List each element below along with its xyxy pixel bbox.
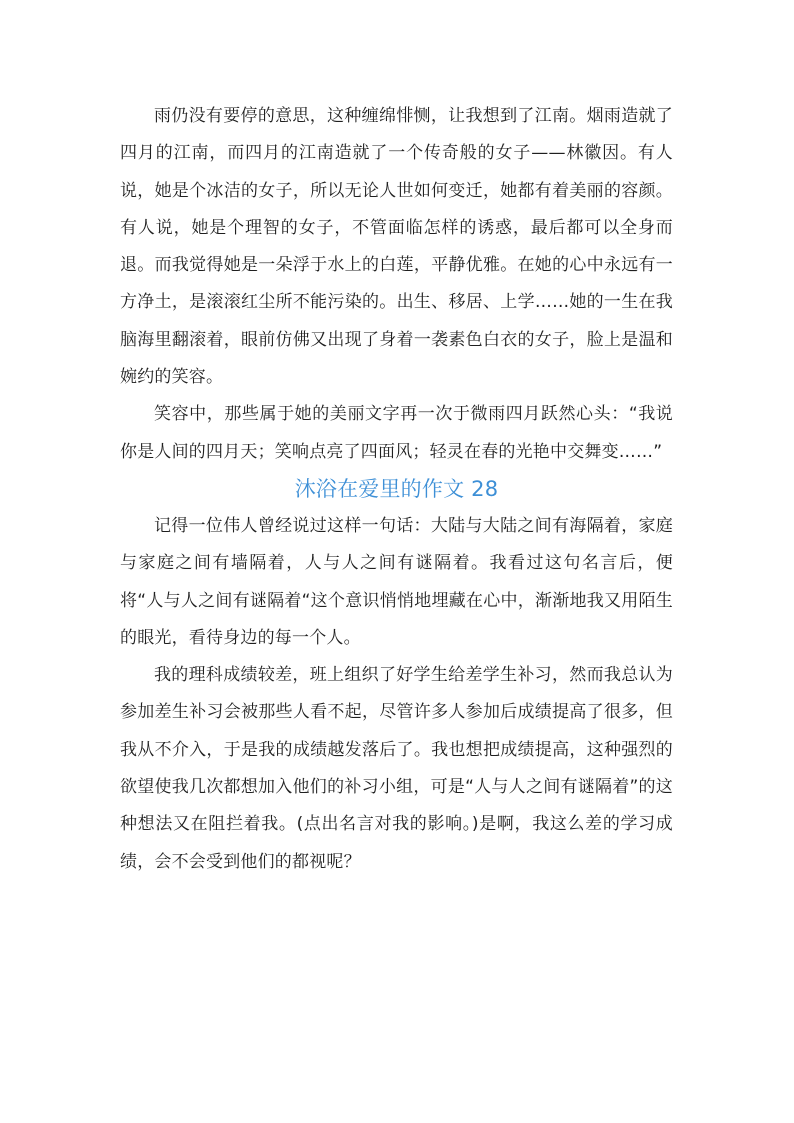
- paragraph-great-man-quote: 记得一位伟人曾经说过这样一句话：大陆与大陆之间有海隔着，家庭与家庭之间有墙隔着，人与人之间有谜隔着。我看过这句名言后，便将“人与人之间有谜隔着“这个意识悄悄地埋藏在心中，渐渐地我又用陌生的眼光，看待身边的每一个人。: [120, 515, 673, 648]
- paragraph-science-grades: 我的理科成绩较差，班上组织了好学生给差学生补习，然而我总认为参加差生补习会被那些人看不起，尽管许多人参加后成绩提高了很多，但我从不介入，于是我的成绩越发落后了。我也想把成绩提高，这种强烈的欲望使我几次都想加入他们的补习小组，可是“人与人之间有谜隔着”的这种想法又在阻拦着我。(点出名言对我的影响。)是啊，我这么差的学习成绩，会不会受到他们的都视呢？: [120, 665, 673, 872]
- document-body: [120, 98, 673, 881]
- section-heading: 沐浴在爱里的作文 28: [294, 476, 499, 501]
- paragraph-smile-quote: 笑容中，那些属于她的美丽文字再一次于微雨四月跃然心头：“我说你是人间的四月天；笑响点亮了四面风；轻灵在春的光艳中交舞变……”: [120, 404, 673, 462]
- paragraph-rain-jiangnan: 雨仍没有要停的意思，这种缠绵悱恻，让我想到了江南。烟雨造就了四月的江南，而四月的江南造就了一个传奇般的女子——林徽因。有人说，她是个冰洁的女子，所以无论人世如何变迁，她都有着美丽的容颜。有人说，她是个理智的女子，不管面临怎样的诱惑，最后都可以全身而退。而我觉得她是一朵浮于水上的白莲，平静优雅。在她的心中永远有一方净土，是滚滚红尘所不能污染的。出生、移居、上学……她的一生在我脑海里翻滚着，眼前仿佛又出现了身着一袭素色白衣的女子，脸上是温和婉约的笑容。: [120, 106, 673, 388]
